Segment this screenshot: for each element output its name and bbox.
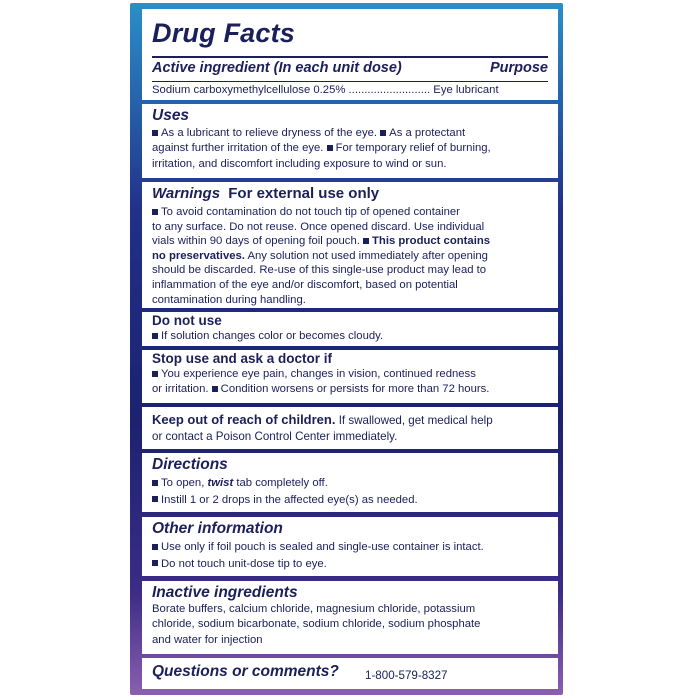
- uses-panel: [142, 104, 558, 178]
- active-ingredient-heading-row: [152, 60, 548, 76]
- warnings-text: [152, 205, 550, 307]
- do-not-use-line: If solution changes color or becomes cloudy.: [161, 330, 384, 342]
- warnings-line: contamination during handling.: [152, 293, 306, 306]
- uses-line: As a protectant: [389, 127, 466, 139]
- stop-use-line: You experience eye pain, changes in vision, continued redness: [161, 368, 476, 380]
- stop-use-text: [152, 367, 550, 398]
- keep-out-text: [152, 412, 550, 445]
- bullet-icon: [152, 209, 158, 215]
- inactive-line: and water for injection: [152, 633, 263, 646]
- uses-line: against further irritation of the eye.: [152, 142, 324, 155]
- uses-line: For temporary relief of burning,: [335, 142, 491, 155]
- active-ingredient-line: Sodium carboxymethylcellulose 0.25% .......................... Eye lubricant: [152, 84, 499, 96]
- active-ingredient-heading: Active ingredient (In each unit dose): [152, 60, 402, 76]
- warnings-heading: [152, 185, 379, 202]
- bullet-icon: [152, 496, 158, 502]
- stop-use-line: or irritation.: [152, 383, 209, 396]
- warnings-line: Any solution not used immediately after opening: [247, 249, 488, 262]
- bullet-icon: [152, 130, 158, 136]
- other-info-panel: [142, 517, 558, 576]
- title-rule: [152, 56, 548, 58]
- uses-text: [152, 126, 550, 172]
- bullet-icon: [152, 333, 158, 339]
- keep-out-heading: Keep out of reach of children.: [152, 412, 336, 427]
- drug-facts-header-panel: [142, 9, 558, 100]
- other-info-heading: Other information: [152, 520, 283, 537]
- warnings-line: vials within 90 days of opening foil pouch.: [152, 235, 360, 248]
- keep-out-panel: [142, 407, 558, 449]
- inactive-ingredients-panel: [142, 581, 558, 654]
- inactive-line: chloride, sodium bicarbonate, sodium chloride, sodium phosphate: [152, 618, 481, 631]
- warnings-line: to any surface. Do not reuse. Once opened discard. Use individual: [152, 220, 485, 233]
- warnings-line: inflammation of the eye and/or discomfort, based on potential: [152, 278, 458, 291]
- inactive-ingredients-text: [152, 602, 550, 648]
- uses-heading: Uses: [152, 107, 190, 124]
- directions-panel: [142, 453, 558, 512]
- directions-line: To open,: [161, 477, 208, 489]
- warnings-heading-italic: Warnings: [152, 185, 221, 202]
- bullet-icon: [363, 238, 369, 244]
- bullet-icon: [152, 371, 158, 377]
- drug-facts-title: Drug Facts: [152, 18, 296, 48]
- other-info-text: [152, 539, 550, 572]
- directions-line: tab completely off.: [233, 477, 328, 489]
- inactive-line: Borate buffers, calcium chloride, magnesium chloride, potassium: [152, 603, 476, 615]
- directions-line: Instill 1 or 2 drops in the affected eye(s) as needed.: [161, 493, 418, 506]
- purpose-heading: Purpose: [489, 60, 548, 76]
- other-info-line: Do not touch unit-dose tip to eye.: [161, 557, 327, 570]
- uses-line: As a lubricant to relieve dryness of the eye.: [161, 127, 378, 139]
- bullet-icon: [212, 386, 218, 392]
- warnings-heading-plain: For external use only: [228, 185, 380, 202]
- warnings-bold: no preservatives.: [152, 249, 245, 262]
- warnings-line: should be discarded. Re-use of this single-use product may lead to: [152, 264, 487, 277]
- do-not-use-text: [152, 329, 550, 344]
- directions-text: [152, 475, 550, 508]
- inactive-ingredients-heading: Inactive ingredients: [152, 584, 298, 601]
- directions-heading: Directions: [152, 456, 228, 473]
- active-rule: [152, 81, 548, 82]
- other-info-line: Use only if foil pouch is sealed and single-use container is intact.: [161, 541, 484, 553]
- bullet-icon: [152, 480, 158, 486]
- directions-emphasis: twist: [207, 477, 234, 489]
- do-not-use-heading: Do not use: [152, 313, 222, 328]
- warnings-line: To avoid contamination do not touch tip of opened container: [161, 206, 460, 218]
- warnings-panel: [142, 182, 558, 308]
- stop-use-line: Condition worsens or persists for more than 72 hours.: [220, 383, 490, 396]
- warnings-bold: This product contains: [372, 235, 491, 248]
- questions-phone: 1-800-579-8327: [365, 669, 448, 682]
- stop-use-panel: [142, 350, 558, 403]
- stop-use-heading: Stop use and ask a doctor if: [152, 351, 333, 366]
- bullet-icon: [152, 544, 158, 550]
- questions-heading: Questions or comments?: [152, 663, 339, 680]
- keep-out-line: If swallowed, get medical help: [335, 414, 493, 427]
- keep-out-line: or contact a Poison Control Center immediately.: [152, 430, 398, 443]
- bullet-icon: [380, 130, 386, 136]
- uses-line: irritation, and discomfort including exposure to wind or sun.: [152, 157, 447, 170]
- bullet-icon: [327, 145, 333, 151]
- bullet-icon: [152, 560, 158, 566]
- questions-panel: [142, 658, 558, 689]
- do-not-use-panel: [142, 312, 558, 346]
